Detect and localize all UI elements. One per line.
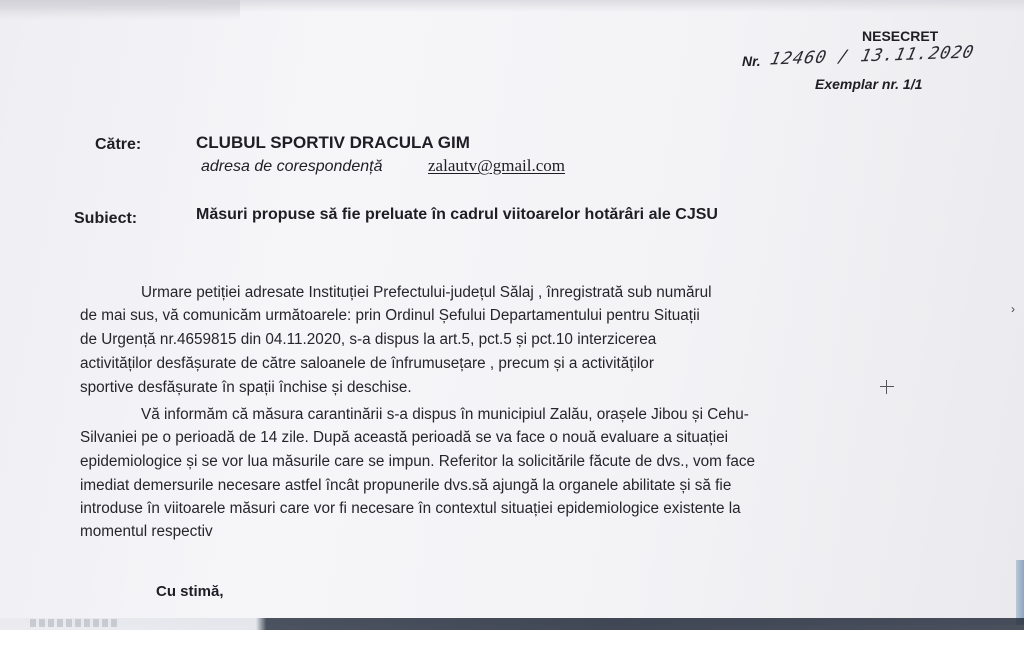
recipient-email: zalautv@gmail.com <box>428 156 565 175</box>
body-line: de mai sus, vă comunicăm următoarele: prin Ordinul Șefului Departamentului pentru Situații <box>80 307 700 324</box>
body-line: Urmare petiției adresate Instituției Prefectului-județul Sălaj , înregistrată sub numărul <box>141 284 712 301</box>
body-line: Vă informăm că măsura carantinării s-a dispus în municipiul Zalău, orașele Jibou și Cehu- <box>141 406 749 423</box>
body-line: Silvaniei pe o perioadă de 14 zile. După această perioadă se va face o nouă evaluare a situației <box>80 429 729 446</box>
body-line: introduse în viitoarele măsuri care vor fi necesare în contextul situației epidemiologice existente la <box>80 500 741 517</box>
reference-number-handwritten: 12460 / 13.11.2020 <box>768 42 977 70</box>
body-line: activităților desfășurate de către saloanele de înfrumusețare , precum și a activităților <box>80 355 654 372</box>
body-line: de Urgență nr.4659815 din 04.11.2020, s-a dispus la art.5, pct.5 și pct.10 interzicerea <box>80 331 657 348</box>
body-line: epidemiologice și se vor lua măsurile care se impun. Referitor la solicitările făcute de dvs., vom face <box>80 453 756 470</box>
taskbar-blurred-items <box>30 619 120 627</box>
screen-edge-scrollbar <box>1016 560 1024 625</box>
body-line: imediat demersurile necesare astfel încât propunerile dvs.să ajungă la organele abilitate și să fie <box>80 477 732 494</box>
body-line: sportive desfășurate în spații închise și deschise. <box>80 379 412 396</box>
classification-label: NESECRET <box>862 28 939 44</box>
recipient-name: CLUBUL SPORTIV DRACULA GIM <box>196 133 470 152</box>
address-label: adresa de corespondență <box>201 158 383 175</box>
reference-number-label: Nr. <box>742 53 761 69</box>
screen-taskbar-strip <box>0 618 1024 630</box>
subject-text: Măsuri propuse să fie preluate în cadrul viitoarelor hotărâri ale CJSU <box>196 206 718 223</box>
exemplar-label: Exemplar nr. 1/1 <box>815 76 923 92</box>
body-line: momentul respectiv <box>80 523 213 540</box>
edge-caret-icon: › <box>1011 302 1015 316</box>
cursor-crosshair-icon <box>880 380 894 394</box>
closing-salutation: Cu stimă, <box>156 583 224 600</box>
bottom-margin <box>0 630 1024 648</box>
subject-label: Subiect: <box>74 210 138 227</box>
scan-shadow <box>0 0 240 20</box>
recipient-label: Către: <box>95 136 142 153</box>
